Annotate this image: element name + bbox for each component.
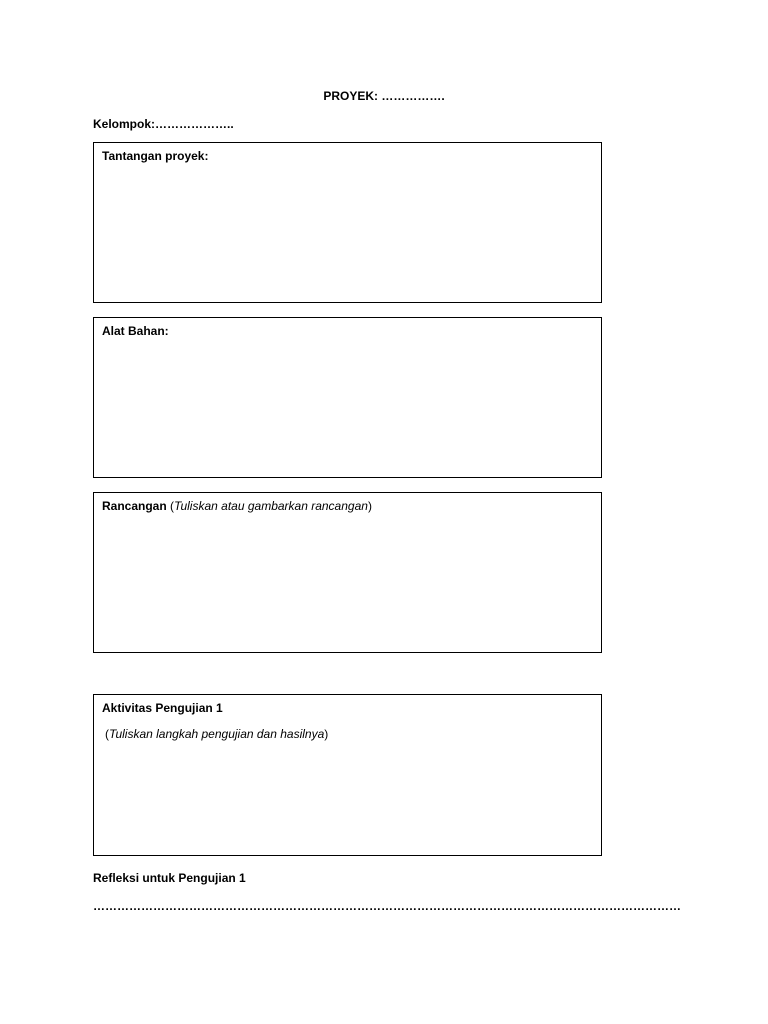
group-blank[interactable]: ………………..: [155, 117, 234, 131]
group-label: Kelompok:: [93, 117, 156, 131]
design-hint-open: (: [170, 499, 175, 513]
project-blank[interactable]: …………….: [381, 89, 445, 103]
design-box[interactable]: [93, 492, 602, 653]
test-activity-hint-open: (: [105, 727, 109, 741]
design-label-row: [102, 499, 372, 513]
tools-materials-box[interactable]: [93, 317, 602, 478]
group-line: [93, 117, 234, 131]
test-activity-label: Aktivitas Pengujian 1: [102, 701, 223, 715]
tools-materials-label: Alat Bahan:: [102, 324, 169, 338]
project-challenge-box[interactable]: [93, 142, 602, 303]
reflection-title: Refleksi untuk Pengujian 1: [93, 871, 246, 885]
project-label: PROYEK:: [323, 89, 378, 103]
page-title: [0, 89, 768, 103]
test-activity-hint-text: Tuliskan langkah pengujian dan hasilnya: [109, 727, 325, 741]
project-challenge-label: Tantangan proyek:: [102, 149, 209, 163]
design-label: Rancangan: [102, 499, 167, 513]
design-hint: [170, 499, 372, 513]
test-activity-hint: [105, 727, 328, 741]
reflection-answer-line[interactable]: …………………………………………………………………………………………………………………………………: [93, 899, 681, 913]
design-hint-text: Tuliskan atau gambarkan rancangan: [174, 499, 368, 513]
design-hint-close: ): [367, 499, 372, 513]
test-activity-box[interactable]: [93, 694, 602, 856]
test-activity-hint-close: ): [324, 727, 329, 741]
